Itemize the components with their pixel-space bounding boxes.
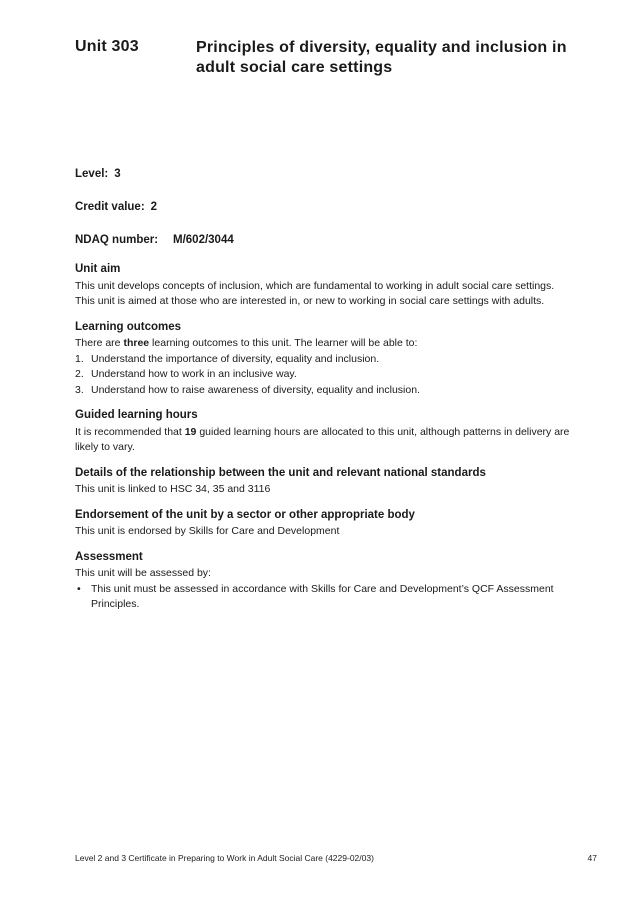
endorsement-heading: Endorsement of the unit by a sector or other appropriate body (75, 508, 415, 521)
ndaq-value: M/602/3044 (173, 234, 234, 246)
guided-hours-text (75, 425, 575, 456)
intro-text-rest: learning outcomes to this unit. The learner will be able to: (149, 337, 418, 349)
relationship-section (75, 466, 575, 498)
unit-aim-section (75, 262, 575, 310)
learning-outcomes-intro (75, 336, 575, 352)
outcome-number: 2. (75, 368, 84, 380)
outcome-text: Understand how to work in an inclusive way. (91, 368, 297, 380)
level-line (75, 168, 121, 180)
credit-line (75, 201, 157, 213)
guided-hours-section (75, 408, 575, 456)
hours-text: It is recommended that (75, 425, 185, 438)
footer-title: Level 2 and 3 Certificate in Preparing to Work in Adult Social Care (4229-02/03) (75, 853, 374, 863)
endorsement-section (75, 508, 575, 540)
page-number: 47 (587, 853, 597, 863)
outcome-text: Understand how to raise awareness of diversity, equality and inclusion. (91, 383, 420, 396)
guided-hours-heading: Guided learning hours (75, 409, 198, 421)
hours-text-rest: guided learning hours are allocated to this unit, although patterns in delivery are likely to vary. (75, 425, 570, 453)
endorsement-text: This unit is endorsed by Skills for Care and Development (75, 525, 340, 537)
outcome-number: 1. (75, 352, 84, 365)
ndaq-label: NDAQ number: (75, 234, 159, 246)
ndaq-line (75, 234, 234, 246)
relationship-text: This unit is linked to HSC 34, 35 and 3116 (75, 483, 271, 495)
unit-details (75, 262, 575, 623)
intro-text: There are (75, 337, 124, 349)
credit-label: Credit value: (75, 201, 145, 213)
level-label: Level: (75, 168, 109, 180)
outcome-item (75, 367, 575, 383)
unit-number: Unit 303 (75, 38, 139, 55)
hours-count: 19 (184, 425, 197, 438)
learning-outcomes-heading: Learning outcomes (75, 320, 182, 333)
outcome-count: three (123, 337, 150, 349)
credit-value: 2 (150, 201, 158, 213)
assessment-heading: Assessment (75, 550, 143, 563)
assessment-section (75, 550, 575, 613)
outcome-item (75, 352, 575, 368)
level-value: 3 (114, 168, 121, 180)
bullet-icon: • (77, 582, 81, 595)
assessment-bullet-text: This unit must be assessed in accordance with Skills for Care and Development’s QCF Assessment Principles. (91, 582, 554, 610)
outcome-number: 3. (75, 383, 84, 396)
unit-aim-text: This unit develops concepts of inclusion, which are fundamental to working in adult social care settings. This unit is aimed at those who are interested in, or new to working in social care settings with adults. (75, 279, 555, 307)
unit-title: Principles of diversity, equality and inclusion in adult social care settings (196, 39, 567, 76)
relationship-heading: Details of the relationship between the unit and relevant national standards (75, 466, 486, 479)
outcome-item (75, 383, 575, 399)
assessment-bullet (75, 582, 575, 613)
outcome-text: Understand the importance of diversity, equality and inclusion. (91, 352, 380, 365)
assessment-intro: This unit will be assessed by: (75, 567, 211, 579)
learning-outcomes-section (75, 320, 575, 399)
unit-aim-heading: Unit aim (75, 263, 121, 275)
